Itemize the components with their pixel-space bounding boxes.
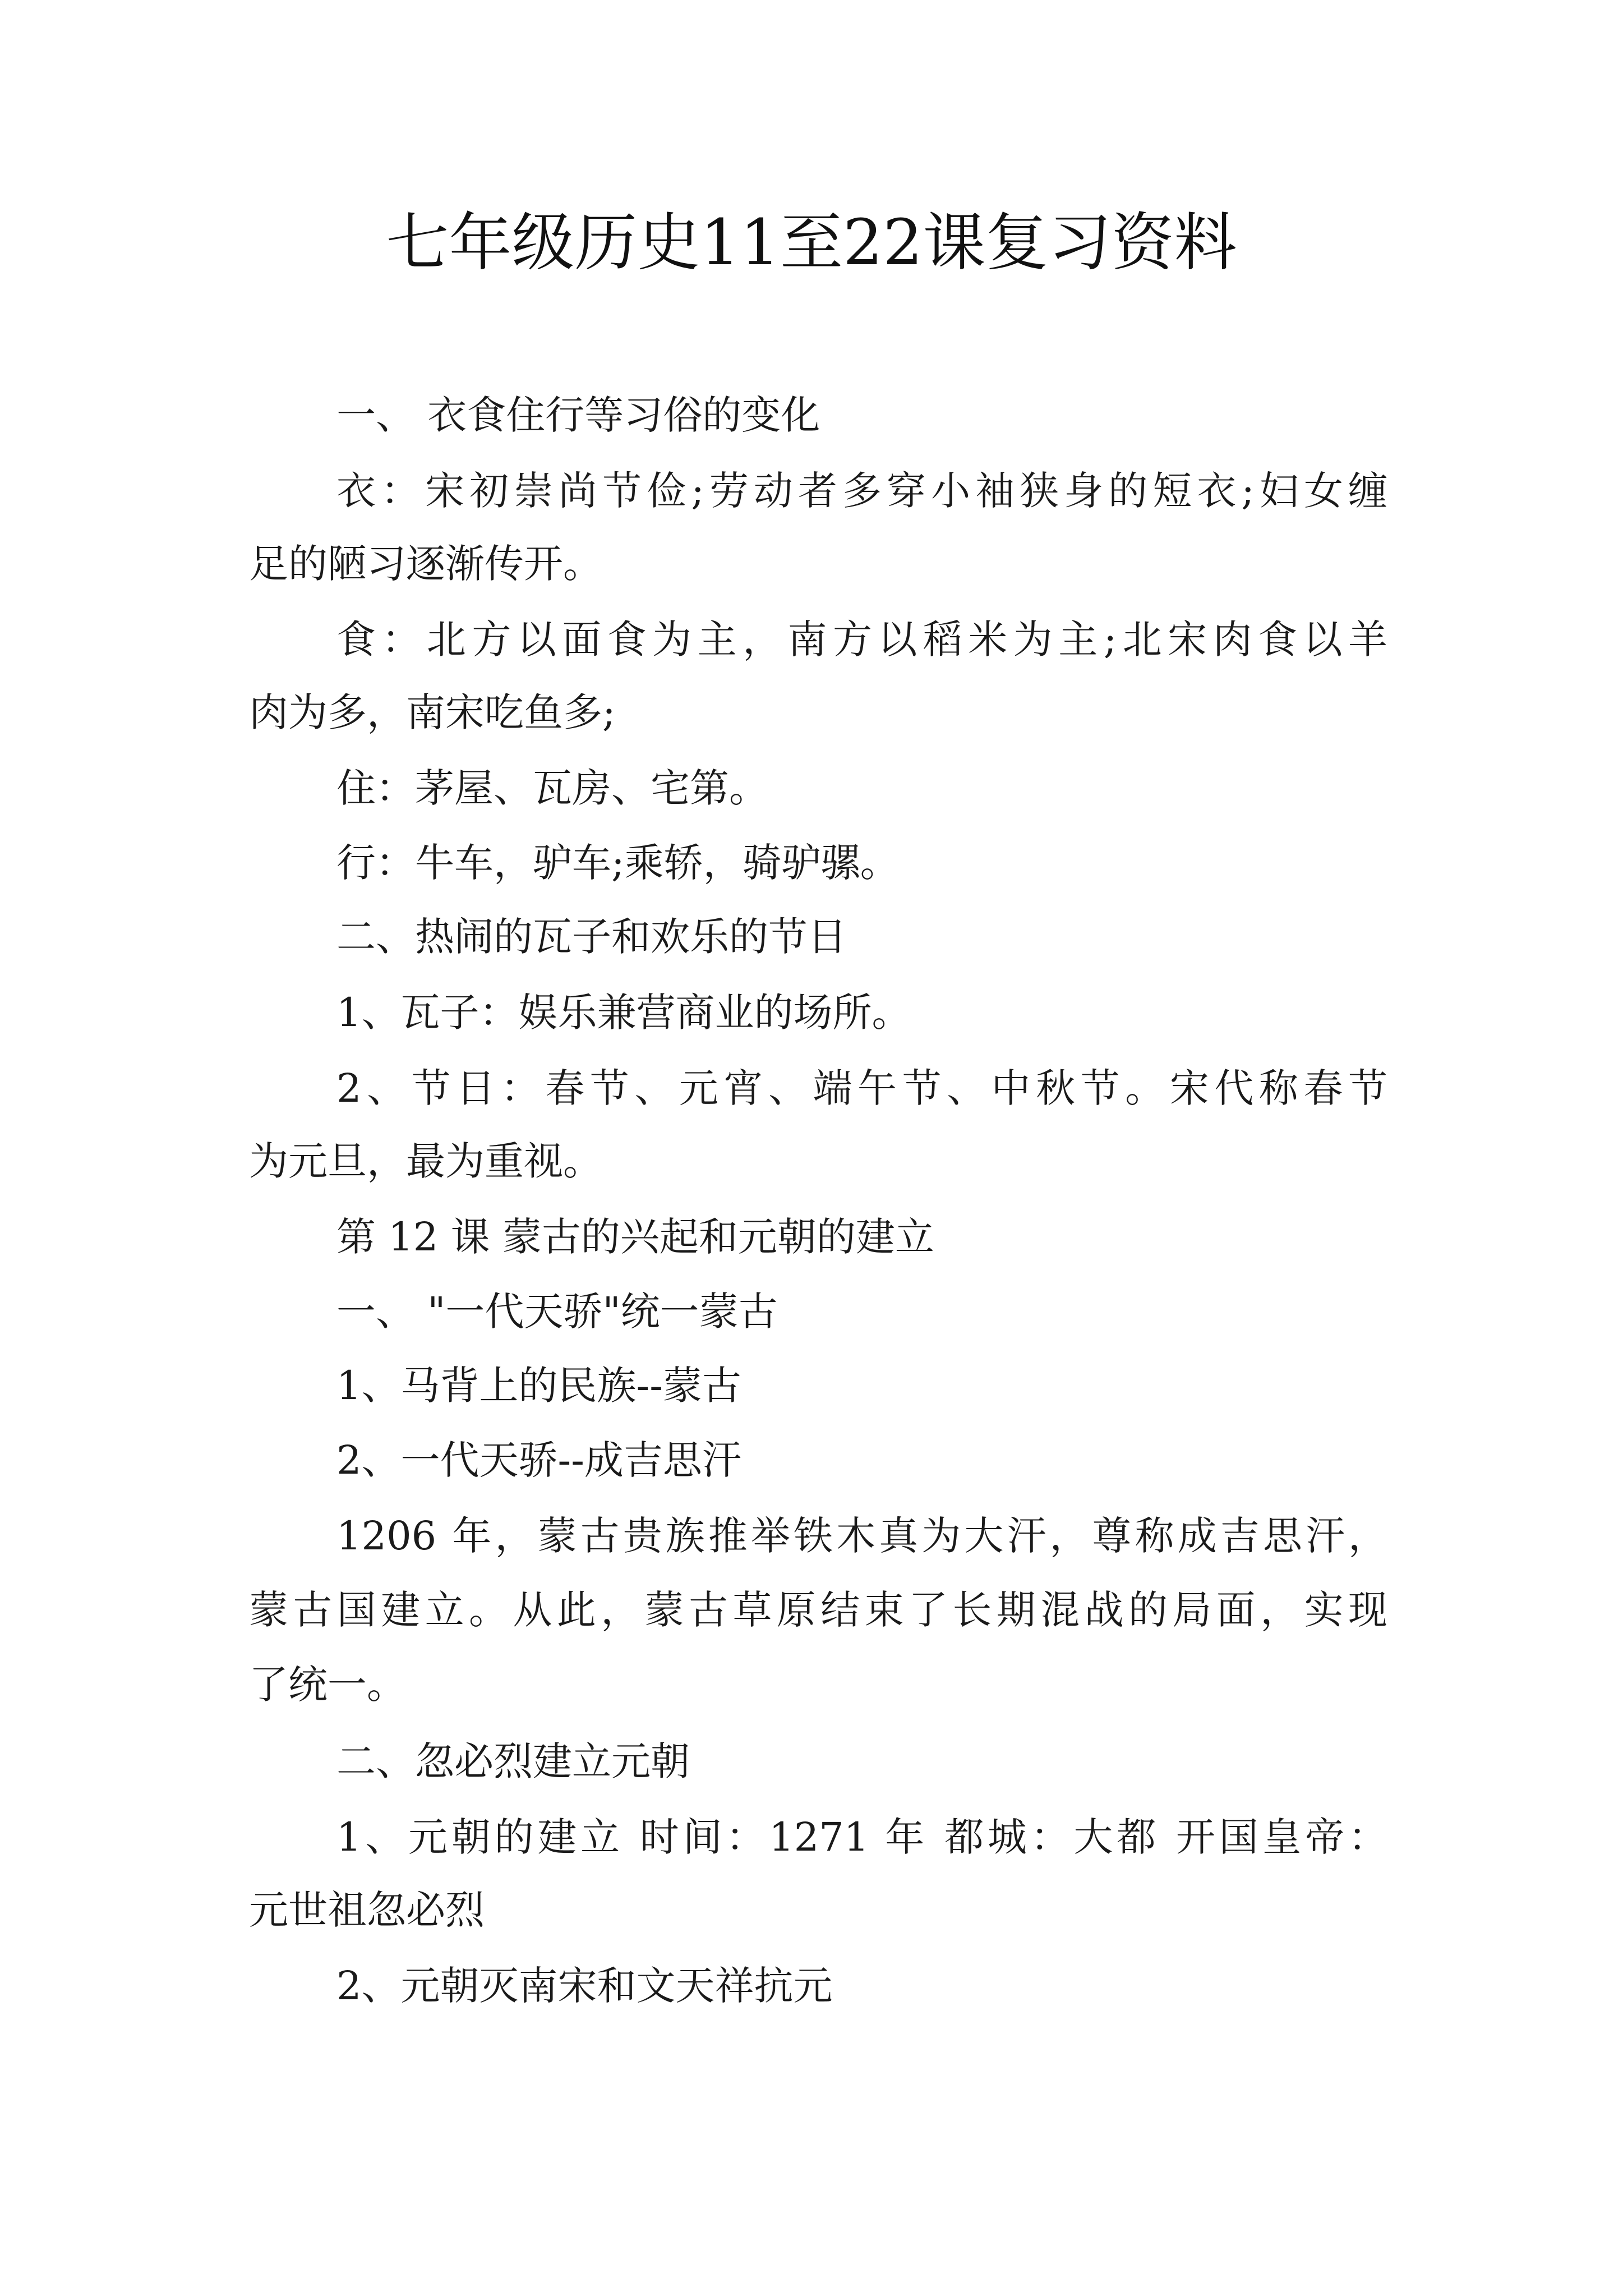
section-heading-yuan: 二、忽必烈建立元朝 [336,1738,690,1784]
section-heading-customs: 一、 衣食住行等习俗的变化 [336,392,820,438]
paragraph-wazi: 1、瓦子：娱乐兼营商业的场所。 [336,990,911,1036]
paragraph-festivals-line-1: 2、节日：春节、元宵、端午节、中秋节。宋代称春节 [336,1065,1387,1111]
page-title: 七年级历史11至22课复习资料 [386,206,1237,279]
paragraph-clothing-line-1: 衣：宋初崇尚节俭;劳动者多穿小袖狭身的短衣;妇女缠 [336,468,1387,514]
paragraph-mongol-people: 1、马背上的民族--蒙古 [336,1363,741,1409]
paragraph-festivals-line-2: 为元旦，最为重视。 [249,1138,602,1184]
paragraph-genghis-khan: 2、一代天骄--成吉思汗 [336,1437,741,1483]
paragraph-1206-line-3: 了统一。 [249,1662,406,1708]
paragraph-food-line-1: 食：北方以面食为主，南方以稻米为主;北宋肉食以羊 [336,616,1387,662]
paragraph-1206-line-2: 蒙古国建立。从此，蒙古草原结束了长期混战的局面，实现 [249,1587,1387,1633]
paragraph-clothing-line-2: 足的陋习逐渐传开。 [249,541,602,587]
paragraph-housing: 住：茅屋、瓦房、宅第。 [336,765,768,811]
section-heading-wazi: 二、热闹的瓦子和欢乐的节日 [336,914,847,960]
lesson-heading-12: 第 12 课 蒙古的兴起和元朝的建立 [336,1214,934,1260]
section-heading-genghis: 一、 "一代天骄"统一蒙古 [336,1289,778,1335]
paragraph-transport: 行：牛车，驴车;乘轿，骑驴骡。 [336,840,900,886]
paragraph-yuan-founding-line-2: 元世祖忽必烈 [249,1887,485,1933]
paragraph-1206-line-1: 1206 年，蒙古贵族推举铁木真为大汗，尊称成吉思汗， [336,1513,1387,1559]
paragraph-yuan-conquest: 2、元朝灭南宋和文天祥抗元 [336,1963,833,2009]
paragraph-food-line-2: 肉为多，南宋吃鱼多; [249,689,616,735]
paragraph-yuan-founding-line-1: 1、元朝的建立 时间：1271 年 都城：大都 开国皇帝： [336,1814,1387,1860]
